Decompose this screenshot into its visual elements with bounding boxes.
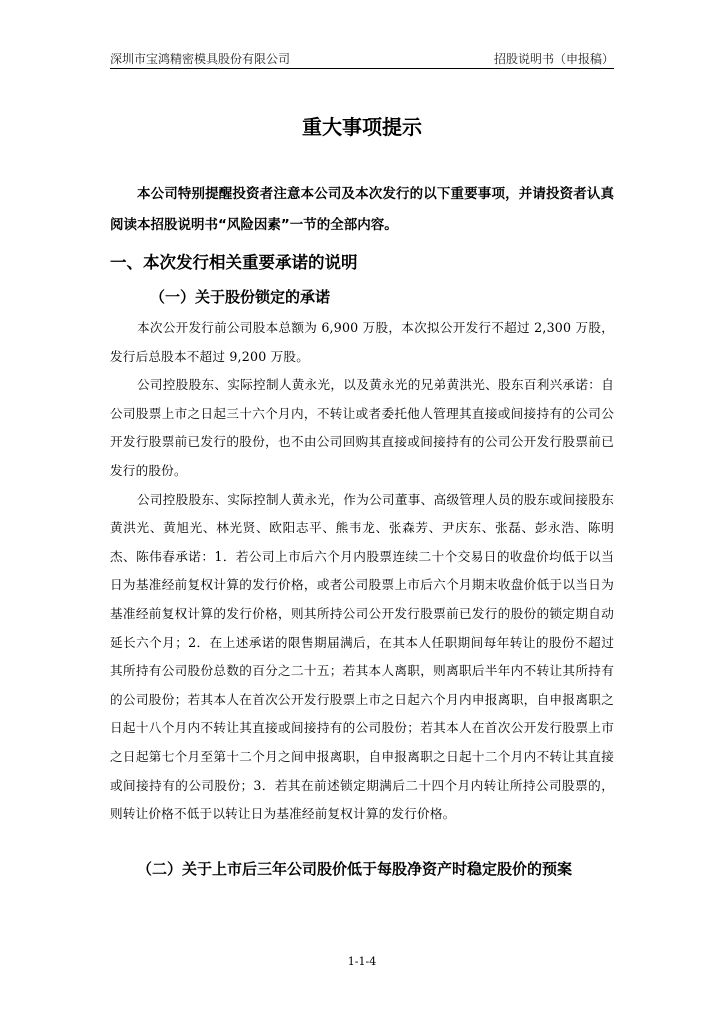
body-paragraph: 公司控股股东、实际控制人黄永光，以及黄永光的兄弟黄洪光、股东百利兴承诺：自公司股票上市之日起三十六个月内，不转让或者委托他人管理其直接或间接持有的公司公开发行股票前已发行的股份，也不由公司回购其直接或间接持有的公司公开发行股票前已发行的股份。 (110, 377, 614, 478)
body-paragraph: 本次公开发行前公司股本总额为 6,900 万股，本次拟公开发行不超过 2,300 万股，发行后总股本不超过 9,200 万股。 (110, 320, 614, 364)
body-paragraph: 公司控股股东、实际控制人黄永光，作为公司董事、高级管理人员的股东或间接股东黄洪光、黄旭光、林光贤、欧阳志平、熊韦龙、张森芳、尹庆东、张磊、彭永浩、陈明杰、陈伟春承诺：1．若公司上市后六个月内股票连续二十个交易日的收盘价均低于以当日为基准经前复权计算的发行价格，或者公司股票上市后六个月期末收盘价低于以当日为基准经前复权计算的发行价格，则其所持公司公开发行股票前已发行的股份的锁定期自动延长六个月；2．在上述承诺的限售期届满后，在其本人任职期间每年转让的股份不超过其所持有公司股份总数的百分之二十五；若其本人离职，则离职后半年内不转让其所持有的公司股份；若其本人在首次公开发行股票上市之日起六个月内申报离职，自申报离职之日起十八个月内不转让其直接或间接持有的公司股份；若其本人在首次公开发行股票上市之日起第七个月至第十二个月之间申报离职，自申报离职之日起十二个月内不转让其直接或间接持有的公司股份；3．若其在前述锁定期满后二十四个月内转让所持公司股票的，则转让价格不低于以转让日为基准经前复权计算的发行价格。 (110, 491, 614, 822)
header-document-type: 招股说明书（申报稿） (493, 52, 614, 66)
intro-paragraph: 本公司特别提醒投资者注意本公司及本次发行的以下重要事项，并请投资者认真阅读本招股说明书“风险因素”一节的全部内容。 (110, 186, 614, 233)
page-header (110, 50, 614, 68)
page-number: 1-1-4 (347, 955, 377, 968)
header-company-name: 深圳市宝鸿精密模具股份有限公司 (110, 52, 291, 66)
subsection-heading-share-lockup: （一）关于股份锁定的承诺 (150, 288, 331, 306)
section-heading: 一、本次发行相关重要承诺的说明 (110, 253, 358, 272)
subsection-body (110, 314, 614, 829)
subsection-heading-price-stabilization: （二）关于上市后三年公司股价低于每股净资产时稳定股价的预案 (137, 860, 573, 878)
header-rule (110, 68, 614, 69)
page-title: 重大事项提示 (302, 115, 422, 139)
